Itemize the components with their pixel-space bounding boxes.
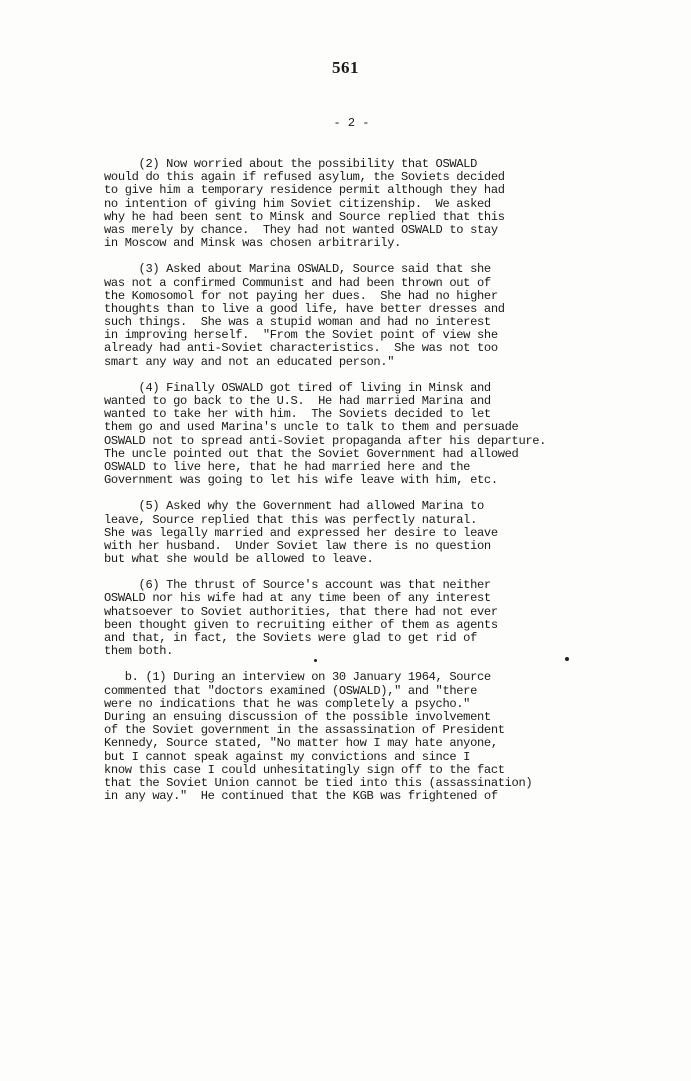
text-line: whatsoever to Soviet authorities, that there had not ever [104,604,498,619]
text-line: was merely by chance. They had not wanted OSWALD to stay [104,222,498,237]
text-line: them both. [104,644,174,659]
paragraph-a2 [104,158,624,250]
text-line: were no indications that he was completely a psycho." [104,696,471,711]
text-line: why he had been sent to Minsk and Source replied that this [104,209,505,224]
text-line: would do this again if refused asylum, the Soviets decided [104,170,505,185]
document-body [104,158,624,816]
sub-page-number: - 2 - [333,116,370,130]
text-line: to give him a temporary residence permit although they had [104,183,505,198]
text-line: of the Soviet government in the assassination of President [104,723,505,738]
text-line: with her husband. Under Soviet law there is no question [104,538,491,553]
text-line: wanted to go back to the U.S. He had married Marina and [104,394,491,408]
text-line: in Moscow and Minsk was chosen arbitrarily. [104,236,402,251]
text-line: in improving herself. "From the Soviet point of view she [104,328,498,343]
page-number: 561 [332,58,359,77]
text-line: OSWALD not to spread anti-Soviet propaganda after his departure. [104,433,547,448]
paragraph-a3 [104,263,624,369]
stray-ink-mark [565,657,569,661]
text-line: The uncle pointed out that the Soviet Government had allowed [104,446,519,461]
text-line: wanted to take her with him. The Soviets decided to let [104,407,491,422]
text-line: (3) Asked about Marina OSWALD, Source said that she [104,262,491,277]
text-line: but what she would be allowed to leave. [104,552,374,567]
text-line: already had anti-Soviet characteristics. She was not too [104,341,498,356]
text-line: leave, Source replied that this was perfectly natural. [104,512,478,527]
paragraph-a6 [104,579,624,658]
paragraph-b1 [104,671,624,803]
text-line: (5) Asked why the Government had allowed Marina to [104,499,484,514]
text-line: (2) Now worried about the possibility that OSWALD [104,157,478,171]
text-line: Kennedy, Source stated, "No matter how I may hate anyone, [104,736,498,751]
text-line: them go and used Marina's uncle to talk to them and persuade [104,420,519,435]
text-line: During an ensuing discussion of the possible involvement [104,709,491,724]
text-line: know this case I could unhesitatingly sign off to the fact [104,762,505,777]
text-line: such things. She was a stupid woman and had no interest [104,315,491,330]
text-line: b. (1) During an interview on 30 January 1964, Source [104,670,491,685]
text-line: and that, in fact, the Soviets were glad to get rid of [104,631,478,645]
paragraph-a4 [104,382,624,488]
text-line: (6) The thrust of Source's account was that neither [104,578,491,593]
text-line: the Komosomol for not paying her dues. She had no higher [104,288,498,303]
text-line: been thought given to recruiting either of them as agents [104,617,498,632]
stray-ink-mark [314,659,317,662]
text-line: (4) Finally OSWALD got tired of living in Minsk and [104,380,491,395]
text-line: but I cannot speak against my convictions and since I [104,749,471,764]
paragraph-a5 [104,500,624,566]
text-line: Government was going to let his wife leave with him, etc. [104,473,498,488]
text-line: commented that "doctors examined (OSWALD)," and "there [104,683,478,698]
text-line: She was legally married and expressed her desire to leave [104,525,498,540]
text-line: no intention of giving him Soviet citizenship. We asked [104,196,491,211]
text-line: OSWALD to live here, that he had married here and the [104,459,471,474]
text-line: in any way." He continued that the KGB was frightened of [104,789,498,804]
text-line: that the Soviet Union cannot be tied into this (assassination) [104,775,533,790]
text-line: smart any way and not an educated person." [104,354,395,369]
text-line: was not a confirmed Communist and had been thrown out of [104,275,491,290]
text-line: thoughts than to live a good life, have better dresses and [104,301,505,316]
text-line: OSWALD nor his wife had at any time been of any interest [104,591,491,606]
